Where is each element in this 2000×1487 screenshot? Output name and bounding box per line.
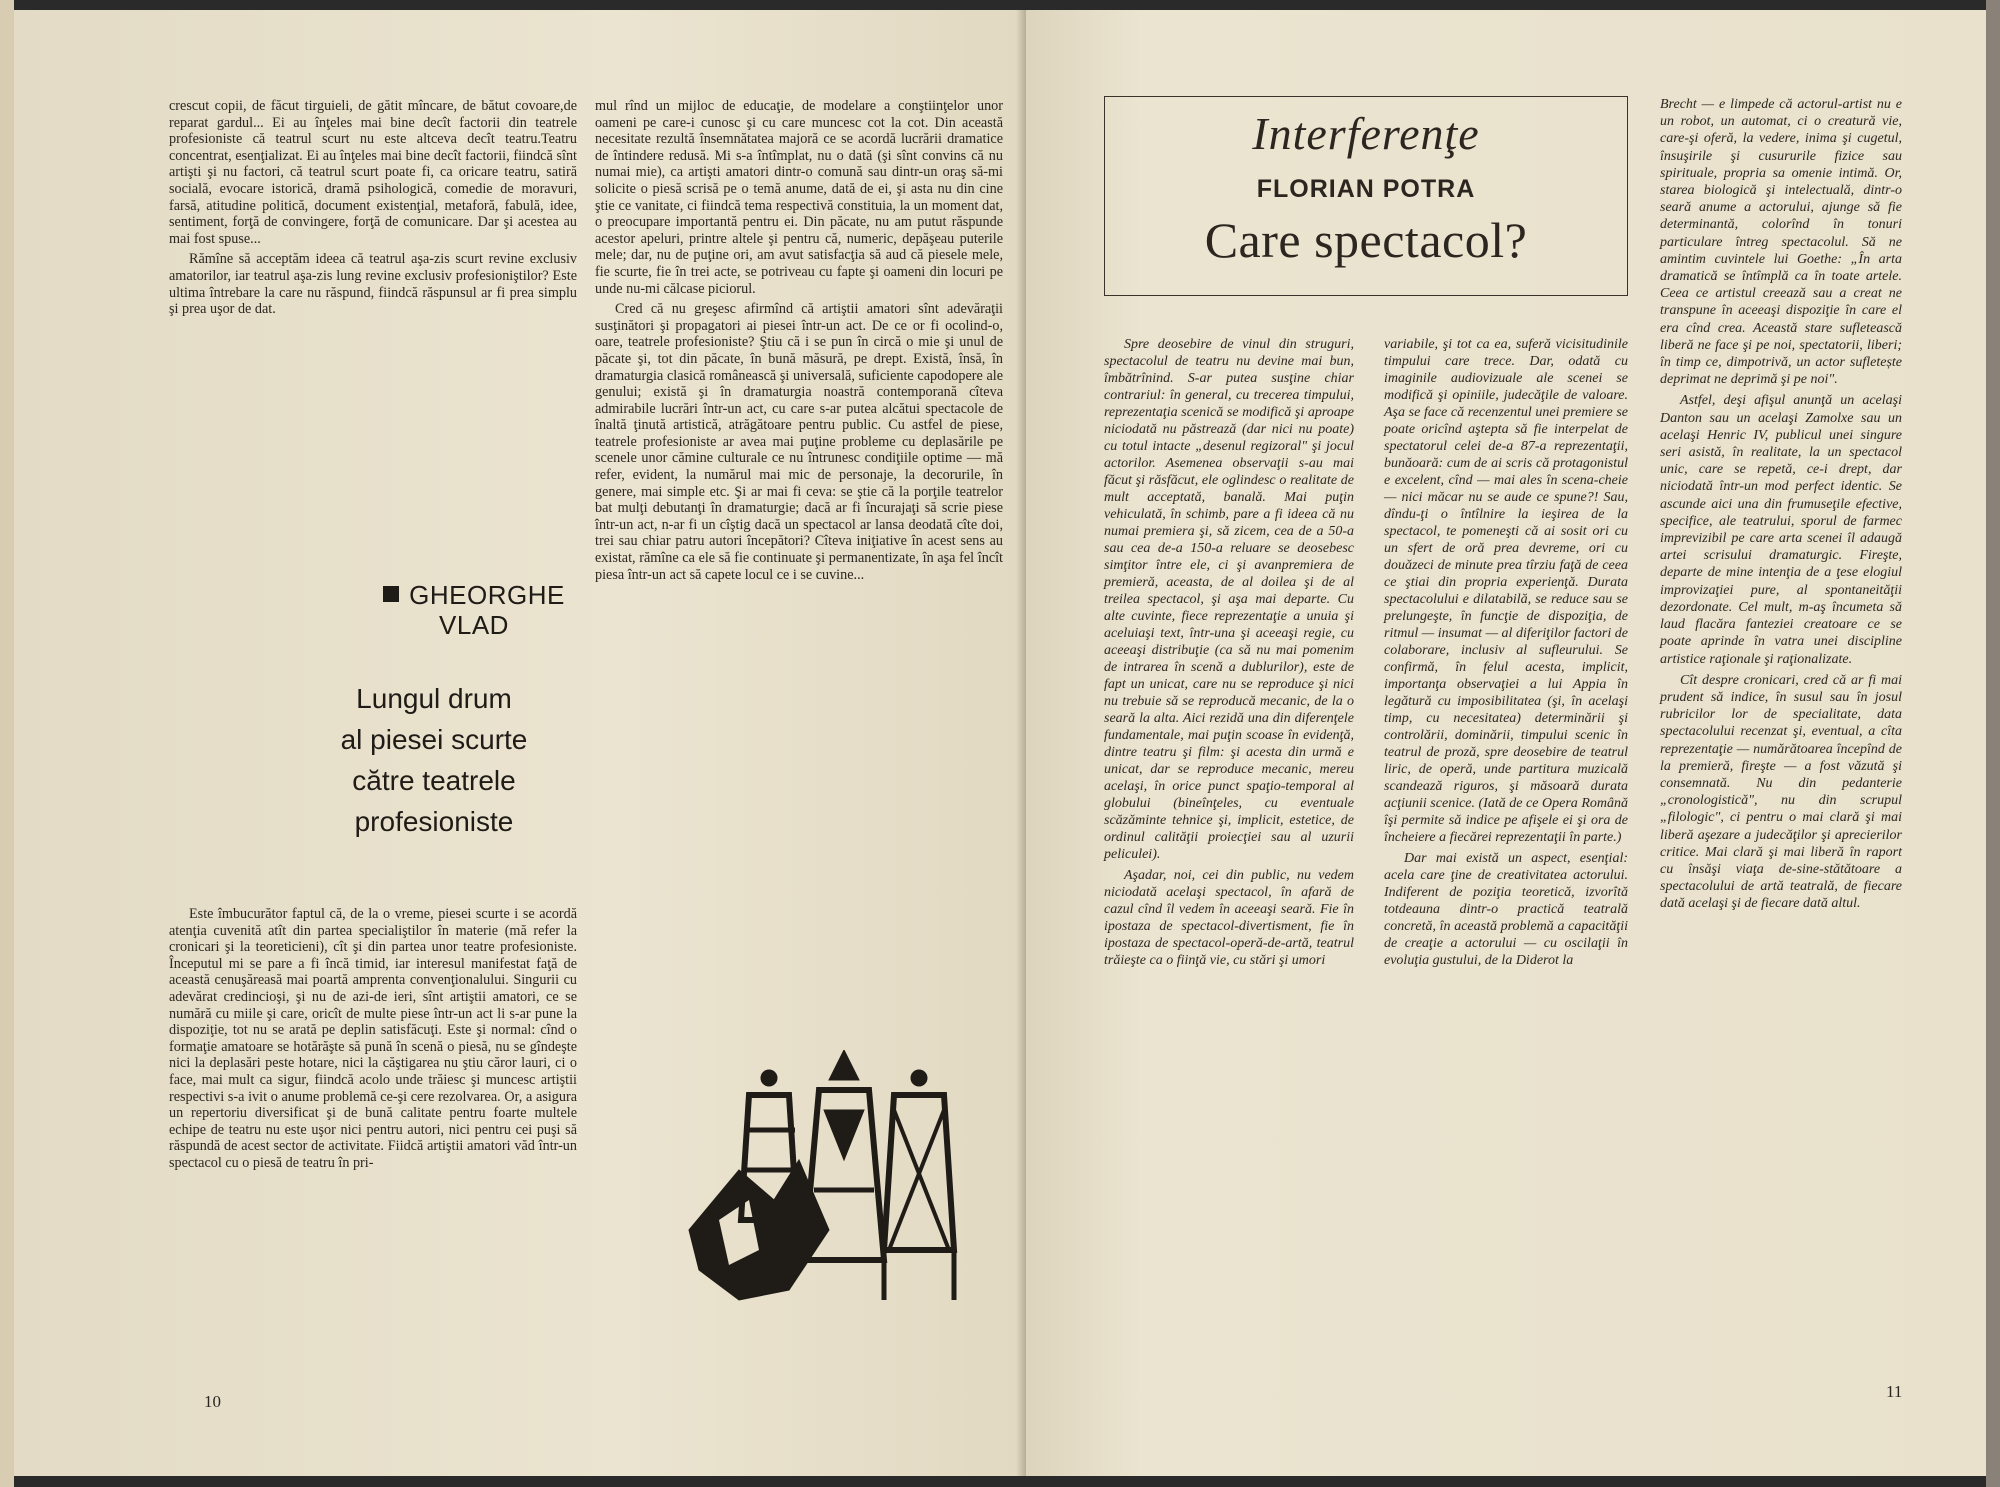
left-author — [349, 580, 599, 640]
left-paper-edge — [0, 0, 14, 1487]
title-line: Lungul drum — [356, 683, 512, 714]
right-title-box — [1104, 96, 1628, 296]
paragraph: Brecht — e limpede că actorul-artist nu e un robot, un automat, ci o creatură vie, care-şi oferă, la vedere, inima şi cugetul, însuşirile şi cusururile fizice sau spirituale, propria sa omenie intimă. Or, starea biologică şi intelectuală, dintr-o seară anume a actorului, ajunge să fie determinantă, colorînd în tonuri particulare întreg spectacolul. Să ne amintim cuvintele lui Goethe: „În arta dramatică se întîmplă ca în toate artele. Ceea ce artistul creează sau a creat ne transpune în aceeaşi dispoziţie în care el era cînd crea. Această stare sufletească liberă ne face şi pe noi, spectatorii, liberi; în timp ce, dimpotrivă, un actor sufletește deprimat ne deprimă şi pe noi". — [1660, 97, 1902, 388]
masks-illustration — [679, 1050, 999, 1350]
paragraph: Aşadar, noi, cei din public, nu vedem niciodată acelaşi spectacol, în afară de cazul cînd îl vedem în aceeaşi seară. Fie în ipostaza de spectacol-divertisment, fie în ipostaza de spectacol-operă-de-artă, teatrul trăieşte ca o fiinţă vie, cu stări şi umori — [1104, 868, 1354, 968]
right-col1 — [1104, 336, 1354, 973]
title-line: profesioniste — [354, 806, 514, 837]
left-col1-bottom — [169, 906, 577, 1176]
right-col3 — [1660, 96, 1902, 917]
left-article-title — [284, 678, 584, 842]
paragraph: variabile, şi tot ca ea, suferă vicisitudinile timpului care trece. Dar, odată cu imaginile audiovizuale ale scenei se modifică şi opiniile, judecăţile de valoare. Aşa se face că recenzentul unei premiere se poate oricînd aştepta să fie interpelat de spectatorul celei de-a 87-a reprezentaţii, bunăoară: cum de ai scris că protagonistul e excelent, cînd — mai ales în scena-cheie — nici măcar nu se aude ce spune?! Sau, dîndu-ţi o întîlnire la ieşirea de la spectacol, te pomeneşti că ai sosit ori cu un sfert de oră prea devreme, ori cu douăzeci de minute prea tîrziu faţă de ceea ce ştiai din propria experienţă. Durata spectacolului e dilatabilă, se reduce sau se prelungeşte, în funcţie de dispoziţia, de ritmul — insumat — al diferiţilor factori de colaborare, inclusiv al sufleurului. Se confirmă, în felul acesta, implicit, importanţa observaţiei a lui Appia în legătură cu imposibilitatea (şi, în acelaşi timp, cu necesitatea) determinării şi controlării, dominării, timpului scenic în teatrul de proză, spre deosebire de teatrul liric, de operă, unde partitura muzicală scandează riguros, şi măsoară durata acţiunii scenice. (Iată de ce Opera Română îşi permite să indice pe afişele ei şi ora de încheiere a fiecărei reprezentaţii în parte.) — [1384, 337, 1628, 845]
right-background-edge — [1986, 0, 2000, 1487]
page-number-left: 10 — [204, 1392, 221, 1411]
page-number-right: 11 — [1886, 1382, 1903, 1401]
author-name: GHEORGHE VLAD — [409, 580, 565, 640]
right-col2 — [1384, 336, 1628, 973]
left-col1-top — [169, 98, 577, 322]
left-col2 — [595, 98, 1003, 587]
paragraph: Este îmbucurător faptul că, de la o vreme, piesei scurte i se acordă atenţia cuvenită atît din partea specialiştilor în materie (mă refer la cronicari şi la teoreticieni), cît şi din partea unor teatre profesioniste. Începutul mi se pare a fi încă timid, iar interesul manifestat faţă de această cenuşăreasă mai poartă amprenta convenţionalului. Singurii cu adevărat credincioşi, şi nu de azi-de ieri, sînt artiştii amatori, ce se numără cu miile şi care, oricît de multe piese într-un act li s-ar pune la dispoziţie, tot nu se arată pe deplin satisfăcuţi. Este şi normal: cînd o formaţie amatoare se hotărăşte să pună în scenă o piesă, nu se gîndeşte nici la deplasări peste hotare, nici la căştigarea nu ştiu căror lauri, ci o face, mai mult ca sigur, fiindcă acolo unde trăiesc şi muncesc artiştii respectivi s-a ivit o anume problemă ce-şi cere rezolvarea. Or, a asigura un repertoriu diversificat şi de bună calitate pentru foarte multele echipe de teatru nu este uşor nici pentru autori, nici pentru cei puşi să răspundă de acest sector de activitate. Fiidcă artiştii amatori văd într-un spectacol cu o piesă de teatru în pri- — [169, 906, 577, 1171]
title-line: către teatrele — [352, 765, 516, 796]
right-author: FLORIAN POTRA — [1256, 175, 1476, 203]
paragraph: mul rînd un mijloc de educaţie, de modelare a conştiinţelor unor oameni pe care-i cunosc şi cu care muncesc cot la cot. Din această necesitate rezultă însemnătatea majoră ce se acordă lucrării dramatice de întindere redusă. Mi s-a întîmplat, nu o dată (şi sînt convins că nu numai mie), ca artişti amatori dintr-o comună sau dintr-un oraş să-mi solicite o piesă scrisă pe o temă anume, dată de ei, şi asta nu din cine ştie ce vanitate, ci fiindcă tema respectivă constituia, la un moment dat, o preocupare importantă pentru ei. Din păcate, nu am putut răspunde acestor apeluri, printre altele şi pentru că, numeric, depăşeau puterile mele; dar, nu de puţine ori, am avut satisfacţia să aud că piesele mele, fie scurte, fie în trei acte, se potriveau cu fapte şi oameni din locuri pe unde nu-mi călcase piciorul. — [595, 98, 1003, 297]
title-line: al piesei scurte — [340, 724, 528, 755]
paragraph: Cred că nu greşesc afirmînd că artiştii amatori sînt adevăraţii susţinători şi propagatori ai piesei într-un act. De ce or fi ocolind-o, oare, teatrele profesioniste? Ştiu că i se pun în circă o mie şi unul de păcate şi, tot din păcate, în bună măsură, pe drept. Există, însă, în dramaturgia clasică românească şi universală, suficiente capodopere ale genului; există şi în dramaturgia noastră contemporană cîteva admirabile lucrări într-un act, cu care s-ar putea alcătui spectacole de înaltă ţinută artistică, atrăgătoare pentru public. Cu astfel de piese, teatrele profesioniste ar avea mai puţine probleme cu deplasările pe scenele unor cămine culturale ce nu întrunesc condiţiile optime — mă refer, evident, la numărul mai mic de personaje, la decorurile, în genere, mai simple etc. Şi ar mai fi ceva: se ştie că la porţile teatrelor bat mulţi debutanţi în dramaturgie; dacă ar fi încurajaţi să scrie piese într-un act, n-ar fi un cîştig dacă un spectacol ar lansa deodată cîte doi, trei sau chiar patru autori începători? Cîteva iniţiative în acest sens au existat, rămîne ca ele să fie continuate şi permanentizate, în aşa fel încît piesa într-un act să capete locul ce i se cuvine... — [595, 301, 1003, 583]
paragraph: Cît despre cronicari, cred că ar fi mai prudent să indice, în susul sau în josul rubricilor lor de specialitate, data spectacolului recenzat şi, eventual, a cîta reprezentaţie — numărătoarea începînd de la premieră, fireşte — a fost văzută şi consemnată. Nu din pedanterie „cronologistică", nu din scrupul „filologic", ci pentru o mai clară şi mai liberă aşezare a judecăţilor şi aprecierilor critice. Mai clară şi mai liberă în raport cu însăşi viaţa de-sine-stătătoare a spectacolului de artă teatrală, de fiecare dată acelaşi şi de fiecare dată altul. — [1660, 672, 1902, 912]
left-page — [14, 10, 1026, 1476]
paragraph: Dar mai există un aspect, esenţial: acela care ţine de creativitatea actorului. Indiferent de poziţia teoretică, izvorîtă totdeauna dintr-o practică teatrală concretă, în această problemă a capacităţii de creaţie a actorului — cu oscilaţii în evoluţia gustului, de la Diderot la — [1384, 851, 1628, 968]
paragraph: Rămîne să acceptăm ideea că teatrul aşa-zis scurt revine exclusiv amatorilor, iar teatrul aşa-zis lung revine exclusiv profesioniştilor? Este ultima întrebare la care nu răspund, fiindcă răspunsul ar fi prea simplu şi prea uşor de dat. — [169, 251, 577, 318]
paragraph: crescut copii, de făcut tirguieli, de gătit mîncare, de bătut covoare,de reparat gardul... Ei au înţeles mai bine decît factorii din teatrele profesioniste că teatrul scurt nu este altceva decît teatru.Teatru concentrat, esenţializat. Ei au înţeles mai bine decît factorii, fiindcă sînt artişti şi nu factori, că teatrul scurt poate fi, ca oricare teatru, satiră socială, evocare istorică, dramă psihologică, comedie de moravuri, farsă, atitudine politică, document existenţial, metaforă, fabulă, idee, sentiment, forţă de convingere, forţă de comunicare. Dar şi acestea au mai fost spuse... — [169, 98, 577, 247]
paragraph: Astfel, deşi afişul anunţă un acelaşi Danton sau un acelaşi Zamolxe sau un acelaşi Henric IV, publicul unei singure seri asistă, în realitate, la un spectacol unic, care se repetă, ce-i drept, dar niciodată într-un mod perfect identic. Se ascunde aici una din frumuseţile efective, specifice, ale teatrului, sporul de farmec imprevizibil pe care arta scenei îl adaugă artei scrisului dramaturgic. Fireşte, departe de mine intenţia de a ţese elogiul improvizaţiei pure, al spontaneităţii dezordonate. Cel mult, m-aş încumeta să laud flacăra fanteziei creatoare ce se poate aprinde în vatra unei discipline artistice raţionale şi raţionalizate. — [1660, 393, 1902, 667]
right-article-title: Care spectacol? — [1204, 212, 1528, 268]
paragraph: Spre deosebire de vinul din struguri, spectacolul de teatru nu devine mai bun, îmbătrînind. S-ar putea susţine chiar contrariul: în general, cu trecerea timpului, reprezentaţia scenică se modifică şi aproape niciodată nu păstrează (dar nici nu poate) cu totul intacte „desenul regizoral" şi jocul actorilor. Asemenea observaţii s-au mai făcut şi răsfăcut, ele oglindesc o realitate de mult acceptată, banală. Mai puţin vehiculată, în schimb, pare a fi ideea că nu numai premiera şi, să zicem, cea de a 50-a sau cea de-a 150-a reluare se deosebesc simţitor între ele, ci şi avanpremiera de premieră, aceasta, de al doilea şi de al treilea spectacol, şi aşa mai departe. Cu alte cuvinte, fiece reprezentaţie a unuia şi aceluiaşi text, într-una şi aceeaşi regie, cu aceeaşi distribuţie (ca să nu mai pomenim de intrarea în scenă a dublurilor), este de fapt un unicat, care nu se reproduce şi nici nu trebuie să se reproducă mecanic, de la o seară la alta. Aici rezidă una din diferenţele fundamentale, mai puţin scoase în evidenţă, dintre teatru şi film: şi acesta din urmă e unicat, dar se reproduce mecanic, mereu acelaşi, în orice punct spaţio-temporal al globului (bineînţeles, cu eventuale scăzăminte tehnice şi, implicit, estetice, de ordinul calităţii proiecţiei sau al uzurii peliculei). — [1104, 337, 1354, 862]
bullet-square-icon — [383, 586, 399, 602]
rubric-title: Interferenţe — [1252, 108, 1480, 159]
